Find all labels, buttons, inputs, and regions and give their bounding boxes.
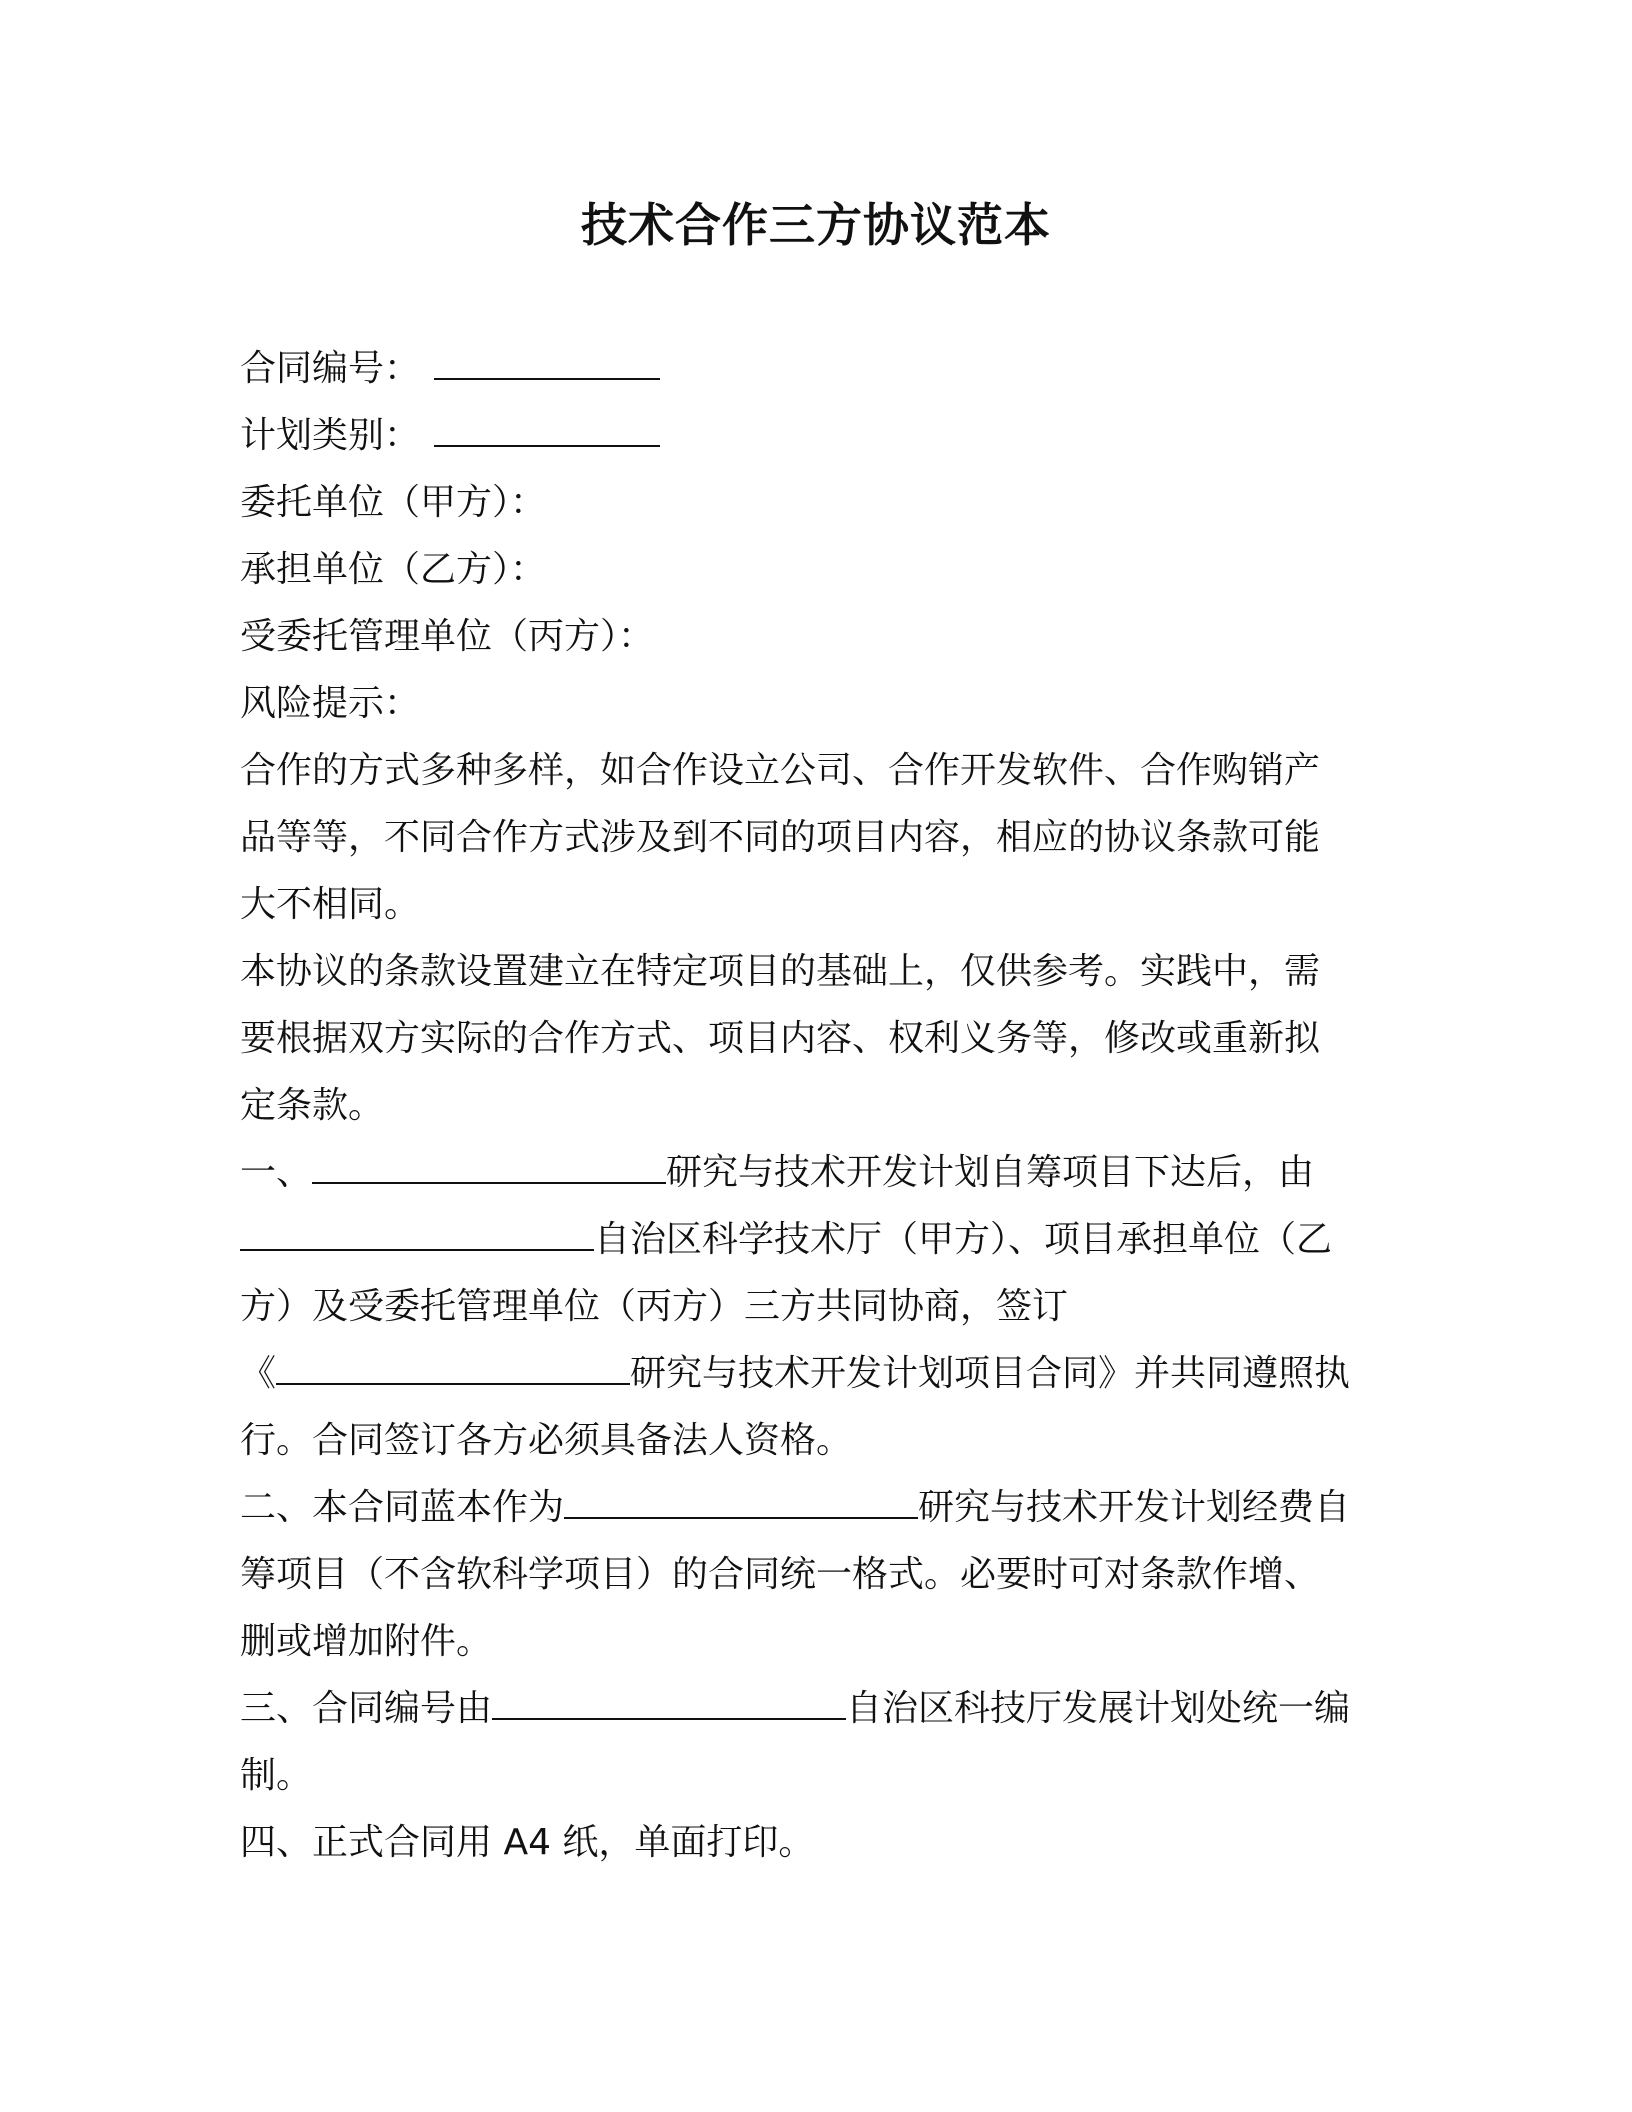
- clause-1-line-1: [240, 1139, 1380, 1206]
- plan-category-blank: [434, 403, 660, 447]
- plan-category-label: 计划类别：: [240, 415, 421, 456]
- clause-3-text-1a: 三、合同编号由: [240, 1688, 493, 1729]
- document-title: 技术合作三方协议范本: [581, 198, 1051, 252]
- party-c-label: 受委托管理单位（丙方）：: [240, 616, 655, 657]
- clause-2-text-1a: 二、本合同蓝本作为: [240, 1487, 565, 1528]
- party-c-line: [240, 603, 1380, 670]
- plan-category-line: [240, 402, 1380, 469]
- clause-2-text-1b: 研究与技术开发计划经费自: [918, 1487, 1351, 1528]
- contract-number-line: [240, 335, 1380, 402]
- party-b-label: 承担单位（乙方）：: [240, 549, 547, 590]
- risk-paragraph-1-line-3: 大不相同。: [240, 884, 421, 925]
- clause-3-line-2: 制。: [240, 1755, 313, 1796]
- clause-1-blank-3: [276, 1341, 630, 1385]
- clause-2-blank: [564, 1475, 918, 1519]
- clause-2-line-3: 删或增加附件。: [240, 1621, 493, 1662]
- party-b-line: [240, 536, 1380, 603]
- clause-1-blank-2: [240, 1207, 594, 1251]
- clause-2-line-1: [240, 1474, 1380, 1541]
- clause-3-text-1b: 自治区科技厅发展计划处统一编: [846, 1688, 1351, 1729]
- risk-paragraph-1-line-1: 合作的方式多种多样，如合作设立公司、合作开发软件、合作购销产: [240, 750, 1321, 791]
- risk-paragraph-2-line-2: 要根据双方实际的合作方式、项目内容、权利义务等，修改或重新拟: [240, 1018, 1321, 1059]
- clause-1-line-3: 方）及受委托管理单位（丙方）三方共同协商，签订: [240, 1286, 1069, 1327]
- clause-1-blank-1: [312, 1140, 666, 1184]
- risk-heading: [240, 670, 1380, 737]
- clause-3-line-1: [240, 1675, 1380, 1742]
- clause-4-line-1: 四、正式合同用 A4 纸，单面打印。: [240, 1822, 815, 1863]
- clause-1-line-5: 行。合同签订各方必须具备法人资格。: [240, 1420, 853, 1461]
- clause-1-text-2: 自治区科学技术厅（甲方）、项目承担单位（乙: [594, 1219, 1333, 1260]
- risk-label: 风险提示：: [240, 683, 421, 724]
- clause-1-open-quote: 《: [240, 1353, 277, 1394]
- clause-1-line-2: [240, 1206, 1380, 1273]
- risk-paragraph-2-line-1: 本协议的条款设置建立在特定项目的基础上，仅供参考。实践中，需: [240, 951, 1321, 992]
- clause-1-text-4: 研究与技术开发计划项目合同》并共同遵照执: [630, 1353, 1351, 1394]
- contract-number-label: 合同编号：: [240, 348, 421, 389]
- clause-1-number: 一、: [240, 1152, 313, 1193]
- clause-1-line-4: [240, 1340, 1380, 1407]
- party-a-label: 委托单位（甲方）：: [240, 482, 547, 523]
- risk-paragraph-1-line-2: 品等等，不同合作方式涉及到不同的项目内容，相应的协议条款可能: [240, 817, 1321, 858]
- document-body: [240, 335, 1380, 1876]
- contract-number-blank: [434, 336, 660, 380]
- clause-3-blank: [492, 1676, 846, 1720]
- risk-paragraph-2-line-3: 定条款。: [240, 1085, 385, 1126]
- clause-2-line-2: 筹项目（不含软科学项目）的合同统一格式。必要时可对条款作增、: [240, 1554, 1321, 1595]
- clause-1-text-1: 研究与技术开发计划自筹项目下达后，由: [666, 1152, 1315, 1193]
- party-a-line: [240, 469, 1380, 536]
